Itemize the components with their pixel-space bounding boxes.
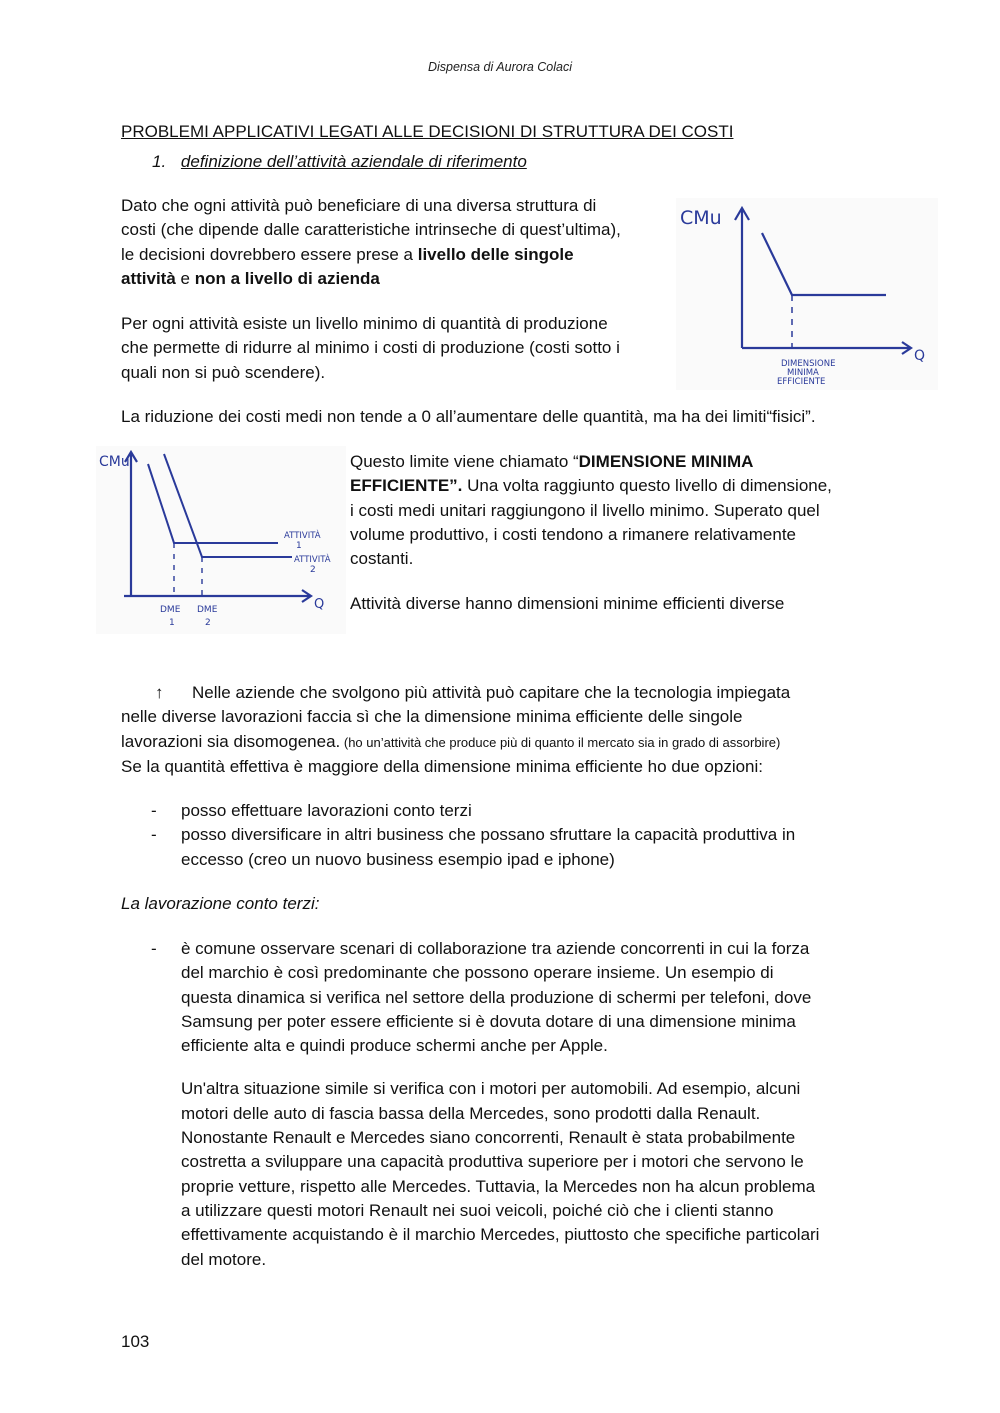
figure-curve-label: 1 [296, 541, 302, 551]
text-line: Per ogni attività esiste un livello minimo di quantità di produzione [121, 314, 608, 333]
bold-text: non a livello di azienda [194, 268, 380, 288]
text-line: Un'altra situazione simile si verifica con i motori per automobili. Ad esempio, alcuni [181, 1079, 801, 1099]
subsection-title: definizione dell’attività aziendale di riferimento [180, 152, 527, 171]
text-line: posso diversificare in altri business che possano sfruttare la capacità produttiva in [181, 825, 796, 845]
page-header: Dispensa di Aurora Colaci [427, 60, 573, 74]
subsection-number: 1. [152, 152, 167, 171]
page-number: 103 [121, 1332, 150, 1351]
text-line [350, 474, 890, 498]
list-item [121, 799, 911, 823]
collaboration-list [121, 937, 911, 1272]
list-bullet: - [151, 801, 157, 820]
paragraph-samsung-example [181, 937, 911, 1058]
bold-text: DIMENSIONE MINIMA [578, 452, 754, 471]
text-span: Nelle aziende che svolgono più attività può capitare che la tecnologia impiegata [192, 683, 791, 702]
text-line: proprie vetture, rispetto alle Mercedes. Tuttavia, la Mercedes non ha alcun problema [181, 1176, 816, 1196]
options-list [121, 799, 911, 872]
text-line: posso effettuare lavorazioni conto terzi [181, 801, 472, 820]
text-line [350, 450, 890, 474]
list-item [121, 937, 911, 1272]
text-line: nelle diverse lavorazioni faccia sì che la dimensione minima efficiente delle singole [121, 707, 743, 727]
paragraph-renault-example [181, 1077, 911, 1271]
figure-x-label: Q [914, 348, 926, 364]
text-span: e [175, 268, 195, 288]
text-line: che permette di ridurre al minimo i costi di produzione (costi sotto i [121, 338, 620, 358]
text-line: eccesso (creo un nuovo business esempio ipad e iphone) [181, 849, 615, 869]
subsection-heading [152, 150, 527, 174]
text-line: i costi medi unitari raggiungono il livello minimo. Superato quel [350, 500, 820, 520]
figure-tick-label: DME [197, 605, 218, 615]
bold-text: attività [121, 268, 176, 288]
text-line [121, 681, 911, 705]
figure-tick-label: 1 [169, 618, 175, 628]
text-line: costretta a sviluppare una capacità produttiva superiore per i motori che servono le [181, 1152, 804, 1172]
text-line: a utilizzare questi motori Renault nei suoi veicoli, poiché ciò che i clienti stanno [181, 1200, 774, 1220]
section-label: La lavorazione conto terzi: [121, 894, 320, 913]
list-bullet: - [151, 825, 157, 845]
text-line: costi (che dipende dalle caratteristiche intrinseche di quest’ultima), [121, 220, 621, 240]
text-line: del marchio è così predominante che possono operare insieme. Un esempio di [181, 963, 774, 983]
figure-tick-label: DME [160, 605, 181, 615]
figure-curve-label: ATTIVITÀ [284, 531, 321, 541]
figure-curve-label: 2 [310, 565, 316, 575]
figure-tick-label: 2 [205, 618, 211, 628]
text-line: questa dinamica si verifica nel settore della produzione di schermi per telefoni, dove [181, 987, 812, 1007]
paragraph-minimum-level [121, 312, 681, 385]
section-title: PROBLEMI APPLICATIVI LEGATI ALLE DECISIONI DI STRUTTURA DEI COSTI [121, 122, 734, 141]
text-line: effettivamente acquistando è il marchio Mercedes, piuttosto che specifiche particolari [181, 1225, 820, 1245]
figure-cost-curves-two-activities [96, 446, 346, 634]
text-span: Questo limite viene chiamato “ [350, 452, 579, 471]
text-line: costanti. [350, 549, 414, 569]
text-span: lavorazioni sia disomogenea. [121, 731, 341, 751]
paragraph-different-activities: Attività diverse hanno dimensioni minime efficienti diverse [350, 594, 785, 613]
text-line: volume produttivo, i costi tendono a rimanere relativamente [350, 524, 797, 544]
paragraph-multi-activity [121, 681, 911, 779]
list-bullet: - [151, 939, 157, 958]
paragraph-dimensione-minima [350, 450, 890, 571]
bold-text: EFFICIENTE”. [350, 476, 463, 496]
text-span: le decisioni dovrebbero essere prese a [121, 244, 418, 264]
figure-y-label: CMu [99, 454, 130, 470]
text-line [121, 730, 911, 755]
figure-annotation-line: DIMENSIONE [781, 359, 836, 369]
figure-curve-label: ATTIVITÀ [294, 555, 331, 565]
paragraph-activity-decisions [121, 194, 681, 291]
figure-x-label: Q [314, 597, 325, 612]
text-line [121, 267, 681, 291]
text-line [121, 243, 681, 267]
figure-cost-curve-single [676, 198, 938, 390]
text-line: è comune osservare scenari di collaborazione tra aziende concorrenti in cui la forza [181, 939, 810, 958]
list-item [121, 823, 911, 872]
text-line: Dato che ogni attività può beneficiare di una diversa struttura di [121, 196, 597, 215]
text-span: Una volta raggiunto questo livello di dimensione, [462, 476, 832, 496]
text-line: del motore. [181, 1249, 267, 1269]
figure-annotation-line: EFFICIENTE [777, 377, 826, 387]
text-line: Samsung per poter essere efficiente si è dovuta dotare di una dimensione minima [181, 1011, 796, 1031]
text-line: Nonostante Renault e Mercedes siano concorrenti, Renault è stata probabilmente [181, 1128, 796, 1148]
figure-annotation-line: MINIMA [787, 368, 819, 378]
text-line: efficiente alta e quindi produce schermi anche per Apple. [181, 1036, 608, 1056]
text-line: quali non si può scendere). [121, 362, 326, 382]
text-line: motori delle auto di fascia bassa della Mercedes, sono prodotti dalla Renault. [181, 1103, 761, 1123]
paragraph-cost-reduction: La riduzione dei costi medi non tende a 0 all’aumentare delle quantità, ma ha dei limiti“fisici”. [121, 407, 816, 426]
figure-y-label: CMu [680, 207, 722, 229]
arrow-up-icon: ↑ [155, 683, 164, 702]
small-text: (ho un’attività che produce più di quanto il mercato sia in grado di assorbire) [340, 734, 781, 750]
bold-text: livello delle singole [417, 244, 574, 264]
text-line: Se la quantità effettiva è maggiore della dimensione minima efficiente ho due opzioni: [121, 756, 763, 776]
